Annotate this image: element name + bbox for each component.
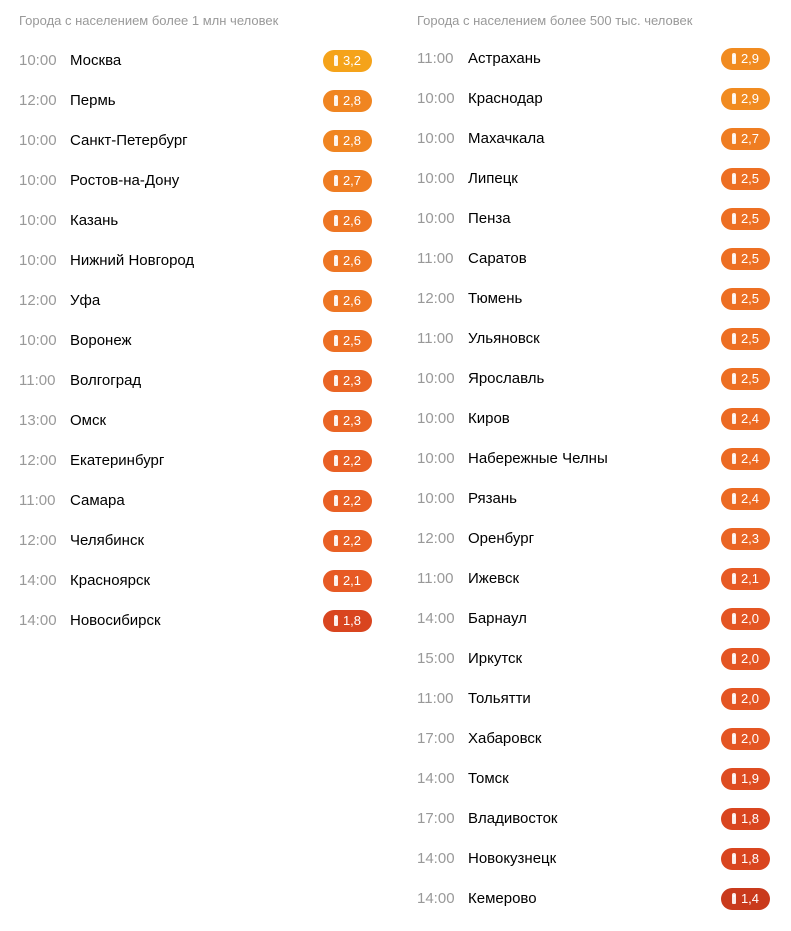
score-badge	[323, 410, 372, 432]
city-row	[417, 399, 770, 439]
person-icon	[732, 455, 736, 464]
city-row	[417, 559, 770, 599]
time-label: 11:00	[417, 330, 454, 347]
score-badge	[721, 88, 770, 110]
person-icon	[732, 55, 736, 64]
score-value: 2,4	[740, 451, 760, 466]
time-label: 14:00	[417, 850, 455, 867]
score-badge	[323, 250, 372, 272]
time-label: 12:00	[19, 292, 57, 309]
city-name: Пермь	[70, 92, 116, 109]
score-value: 2,6	[342, 253, 362, 268]
city-row	[417, 639, 770, 679]
city-name: Краснодар	[468, 90, 543, 107]
score-badge	[721, 448, 770, 470]
city-name: Махачкала	[468, 130, 545, 147]
city-row	[417, 359, 770, 399]
time-label: 10:00	[417, 130, 455, 147]
score-value: 2,9	[740, 51, 760, 66]
city-name: Владивосток	[468, 810, 558, 827]
person-icon	[334, 57, 338, 66]
score-value: 2,2	[342, 533, 362, 548]
score-value: 1,8	[740, 851, 760, 866]
time-label: 14:00	[417, 890, 455, 907]
city-list	[19, 41, 372, 641]
score-badge	[323, 90, 372, 112]
score-badge	[721, 888, 770, 910]
time-label: 15:00	[417, 650, 455, 667]
city-name: Самара	[70, 492, 125, 509]
person-icon	[334, 417, 338, 426]
time-label: 14:00	[19, 572, 57, 589]
time-label: 11:00	[417, 570, 454, 587]
time-label: 11:00	[19, 492, 56, 509]
city-row	[19, 41, 372, 81]
score-badge	[323, 370, 372, 392]
city-name: Казань	[70, 212, 119, 229]
time-label: 12:00	[19, 532, 57, 549]
column-title: Города с населением более 1 млн человек	[19, 13, 279, 28]
time-label: 10:00	[19, 172, 57, 189]
city-name: Оренбург	[468, 530, 535, 547]
city-list	[417, 39, 770, 919]
score-badge	[721, 208, 770, 230]
time-label: 10:00	[417, 210, 455, 227]
time-label: 14:00	[417, 770, 455, 787]
score-value: 2,8	[342, 93, 362, 108]
person-icon	[334, 137, 338, 146]
person-icon	[334, 457, 338, 466]
city-row	[417, 239, 770, 279]
person-icon	[334, 257, 338, 266]
city-row	[417, 599, 770, 639]
city-name: Санкт-Петербург	[70, 132, 188, 149]
city-row	[19, 281, 372, 321]
time-label: 10:00	[417, 370, 455, 387]
city-row	[417, 719, 770, 759]
score-value: 1,8	[740, 811, 760, 826]
score-value: 2,3	[342, 373, 362, 388]
person-icon	[334, 177, 338, 186]
score-value: 1,9	[740, 771, 760, 786]
score-badge	[721, 128, 770, 150]
city-name: Ростов-на-Дону	[70, 172, 180, 189]
score-badge	[323, 170, 372, 192]
city-name: Хабаровск	[468, 730, 542, 747]
time-label: 10:00	[19, 52, 57, 69]
score-badge	[721, 568, 770, 590]
time-label: 10:00	[19, 132, 57, 149]
score-badge	[323, 450, 372, 472]
city-row	[417, 159, 770, 199]
person-icon	[334, 617, 338, 626]
city-row	[19, 241, 372, 281]
time-label: 12:00	[19, 452, 57, 469]
person-icon	[334, 577, 338, 586]
score-badge	[323, 50, 372, 72]
score-badge	[323, 610, 372, 632]
city-row	[19, 121, 372, 161]
score-value: 2,7	[342, 173, 362, 188]
person-icon	[732, 735, 736, 744]
score-badge	[323, 530, 372, 552]
city-name: Ижевск	[468, 570, 520, 587]
score-badge	[721, 688, 770, 710]
score-badge	[721, 608, 770, 630]
time-label: 11:00	[417, 690, 454, 707]
time-label: 10:00	[417, 490, 455, 507]
score-badge	[721, 368, 770, 390]
score-value: 2,2	[342, 453, 362, 468]
score-badge	[721, 648, 770, 670]
time-label: 11:00	[417, 50, 454, 67]
person-icon	[732, 775, 736, 784]
city-name: Барнаул	[468, 610, 527, 627]
score-value: 1,8	[342, 613, 362, 628]
score-badge	[721, 848, 770, 870]
time-label: 11:00	[19, 372, 56, 389]
person-icon	[732, 695, 736, 704]
person-icon	[732, 215, 736, 224]
score-badge	[721, 808, 770, 830]
score-value: 2,9	[740, 91, 760, 106]
person-icon	[334, 497, 338, 506]
score-value: 2,0	[740, 691, 760, 706]
time-label: 12:00	[417, 530, 455, 547]
city-row	[19, 601, 372, 641]
city-name: Рязань	[468, 490, 517, 507]
city-row	[19, 361, 372, 401]
city-name: Тюмень	[468, 290, 523, 307]
time-label: 10:00	[19, 332, 57, 349]
city-row	[417, 199, 770, 239]
score-value: 2,7	[740, 131, 760, 146]
city-row	[417, 839, 770, 879]
score-value: 2,0	[740, 611, 760, 626]
time-label: 10:00	[417, 90, 455, 107]
city-name: Тольятти	[468, 690, 531, 707]
city-name: Новосибирск	[70, 612, 161, 629]
person-icon	[732, 655, 736, 664]
city-row	[417, 519, 770, 559]
city-name: Иркутск	[468, 650, 523, 667]
time-label: 17:00	[417, 730, 455, 747]
city-name: Красноярск	[70, 572, 151, 589]
score-value: 2,5	[740, 291, 760, 306]
time-label: 10:00	[417, 450, 455, 467]
city-row	[19, 481, 372, 521]
city-row	[417, 119, 770, 159]
person-icon	[334, 297, 338, 306]
score-value: 2,1	[740, 571, 760, 586]
score-value: 2,5	[342, 333, 362, 348]
score-badge	[323, 210, 372, 232]
score-badge	[323, 330, 372, 352]
person-icon	[732, 615, 736, 624]
person-icon	[732, 95, 736, 104]
city-row	[417, 79, 770, 119]
city-name: Липецк	[468, 170, 518, 187]
person-icon	[334, 537, 338, 546]
city-name: Саратов	[468, 250, 527, 267]
city-name: Нижний Новгород	[70, 252, 195, 269]
city-name: Омск	[70, 412, 107, 429]
score-value: 2,5	[740, 331, 760, 346]
city-name: Пенза	[468, 210, 511, 227]
score-value: 2,5	[740, 171, 760, 186]
city-name: Челябинск	[70, 532, 145, 549]
score-badge	[721, 528, 770, 550]
city-row	[19, 401, 372, 441]
city-row	[417, 879, 770, 919]
person-icon	[732, 295, 736, 304]
time-label: 13:00	[19, 412, 57, 429]
person-icon	[732, 175, 736, 184]
column-title: Города с населением более 500 тыс. человек	[417, 13, 693, 28]
city-name: Ярославль	[468, 370, 545, 387]
city-row	[19, 161, 372, 201]
city-row	[417, 759, 770, 799]
score-value: 2,2	[342, 493, 362, 508]
score-badge	[323, 490, 372, 512]
city-name: Екатеринбург	[70, 452, 165, 469]
time-label: 11:00	[417, 250, 454, 267]
city-row	[417, 279, 770, 319]
person-icon	[334, 217, 338, 226]
score-value: 2,8	[342, 133, 362, 148]
score-badge	[323, 570, 372, 592]
score-badge	[721, 328, 770, 350]
city-name: Томск	[468, 770, 509, 787]
city-row	[19, 441, 372, 481]
time-label: 10:00	[417, 170, 455, 187]
score-badge	[721, 48, 770, 70]
time-label: 17:00	[417, 810, 455, 827]
city-name: Кемерово	[468, 890, 537, 907]
city-row	[19, 321, 372, 361]
city-row	[417, 799, 770, 839]
city-row	[19, 561, 372, 601]
score-value: 2,4	[740, 411, 760, 426]
city-name: Уфа	[70, 292, 101, 309]
person-icon	[732, 255, 736, 264]
time-label: 12:00	[19, 92, 57, 109]
person-icon	[732, 335, 736, 344]
score-value: 2,3	[740, 531, 760, 546]
city-row	[417, 439, 770, 479]
score-badge	[721, 408, 770, 430]
score-badge	[721, 728, 770, 750]
person-icon	[732, 415, 736, 424]
city-row	[19, 201, 372, 241]
score-badge	[721, 168, 770, 190]
city-row	[417, 39, 770, 79]
score-value: 2,0	[740, 651, 760, 666]
score-value: 2,6	[342, 213, 362, 228]
city-row	[417, 679, 770, 719]
city-name: Киров	[468, 410, 510, 427]
score-badge	[721, 488, 770, 510]
city-name: Ульяновск	[468, 330, 540, 347]
score-value: 2,5	[740, 251, 760, 266]
person-icon	[732, 575, 736, 584]
person-icon	[732, 495, 736, 504]
score-value: 2,1	[342, 573, 362, 588]
score-badge	[323, 130, 372, 152]
score-value: 2,0	[740, 731, 760, 746]
person-icon	[334, 97, 338, 106]
city-row	[19, 81, 372, 121]
score-badge	[721, 248, 770, 270]
city-name: Волгоград	[70, 372, 142, 389]
person-icon	[732, 855, 736, 864]
time-label: 10:00	[19, 252, 57, 269]
person-icon	[334, 337, 338, 346]
time-label: 12:00	[417, 290, 455, 307]
score-value: 2,3	[342, 413, 362, 428]
score-badge	[721, 768, 770, 790]
city-row	[19, 521, 372, 561]
city-name: Астрахань	[468, 50, 541, 67]
city-name: Набережные Челны	[468, 450, 608, 467]
score-badge	[721, 288, 770, 310]
city-name: Москва	[70, 52, 122, 69]
time-label: 14:00	[417, 610, 455, 627]
city-row	[417, 479, 770, 519]
city-row	[417, 319, 770, 359]
city-name: Воронеж	[70, 332, 132, 349]
score-value: 1,4	[740, 891, 760, 906]
score-value: 2,4	[740, 491, 760, 506]
score-value: 2,5	[740, 211, 760, 226]
city-name: Новокузнецк	[468, 850, 557, 867]
score-value: 2,5	[740, 371, 760, 386]
person-icon	[732, 135, 736, 144]
time-label: 14:00	[19, 612, 57, 629]
person-icon	[334, 377, 338, 386]
score-badge	[323, 290, 372, 312]
person-icon	[732, 895, 736, 904]
score-value: 3,2	[342, 53, 362, 68]
time-label: 10:00	[417, 410, 455, 427]
person-icon	[732, 535, 736, 544]
person-icon	[732, 815, 736, 824]
score-value: 2,6	[342, 293, 362, 308]
person-icon	[732, 375, 736, 384]
time-label: 10:00	[19, 212, 57, 229]
